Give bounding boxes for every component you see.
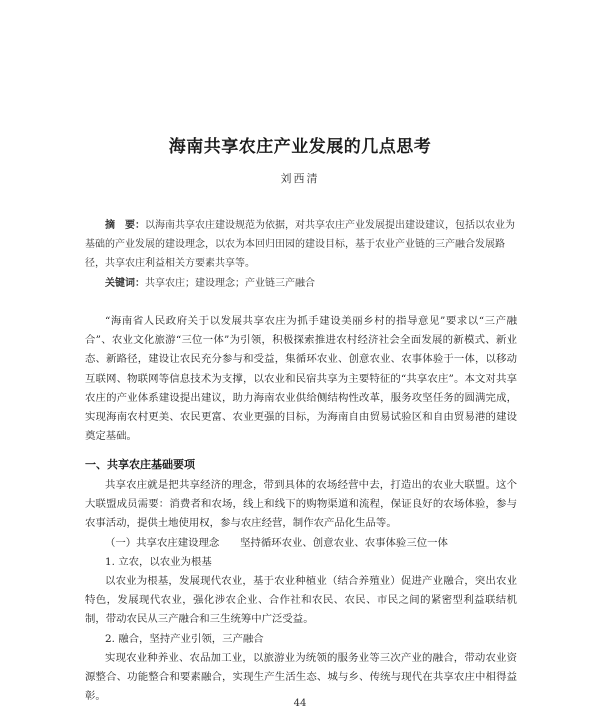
section-1-body	[85, 476, 517, 706]
article-title: 海南共享农庄产业发展的几点思考	[168, 137, 432, 157]
keywords-label: 关键词：	[105, 278, 145, 289]
section-1-subheading: （一）共享农庄建设理念 坚持循环农业、创意农业、农事体验三位一体	[105, 536, 448, 549]
section-1-paragraph: 共享农庄就是把共享经济的理念，带到具体的农场经营中去，打造出的农业大联盟。这个大联盟成员需要：消费者和农场，线上和线下的购物渠道和流程，保证良好的农场体验，参与农事活动，提供土地使用权，参与农庄经营，制作农产品化生品等。	[85, 479, 517, 530]
intro-section	[85, 312, 517, 446]
intro-paragraph: “海南省人民政府关于以发展共享农庄为抓手建设美丽乡村的指导意见”要求以“三产融合”、农业文化旅游“三位一体”为引领，积极探索推进农村经济社会全面发展的新模式、新业态、新路径，建设让农民充分参与和受益，集循环农业、创意农业、农事体验于一体，以移动互联网、物联网等信息技术为支撑，以农业和民宿共享为主要特征的“共享农庄”。本文对共享农庄的产业体系建设提出建议，助力海南农业供给侧结构性改革，服务攻坚任务的圆满完成，实现海南农村更美、农民更富、农业更强的目标，为海南自由贸易试验区和自由贸易港的建设奠定基础。	[85, 315, 517, 443]
article-author: 刘西清	[280, 172, 320, 185]
item-2-text: 实现农业种养业、农品加工业，以旅游业为统领的服务业等三次产业的融合，带动农业资源整合、功能整合和要素融合，实现生产生活生态、城与乡、传统与现代在共享农庄中相得益彰。	[85, 651, 517, 703]
abstract-text: 以海南共享农庄建设规范为依据，对共享农庄产业发展提出建设建议，包括以农业为基础的产业发展的建设理念，以农为本回归田园的建设目标，基于农业产业链的三产融合发展路径，共享农庄利益相关方要素共享等。	[85, 220, 515, 269]
item-1-text: 以农业为根基，发展现代农业，基于农业种植业（结合养殖业）促进产业融合，突出农业特色，发展现代农业，强化涉农企业、合作社和农民、农民、市民之间的紧密型利益联结机制，带动农民从三产融合和三生统筹中广泛受益。	[85, 575, 517, 626]
abstract-label: 摘 要：	[105, 220, 145, 231]
keywords-text: 共享农庄；建设理念；产业链三产融合	[145, 278, 315, 289]
section-1-heading: 一、共享农庄基础要项	[85, 458, 195, 471]
item-1-title: 1. 立农，以农业为根基	[105, 555, 212, 568]
item-2-title: 2. 融合，坚持产业引领，三产融合	[105, 632, 264, 645]
abstract-paragraph	[85, 216, 517, 273]
abstract-section	[85, 216, 517, 293]
keywords-paragraph	[85, 274, 517, 293]
page-number: 44	[293, 698, 307, 709]
